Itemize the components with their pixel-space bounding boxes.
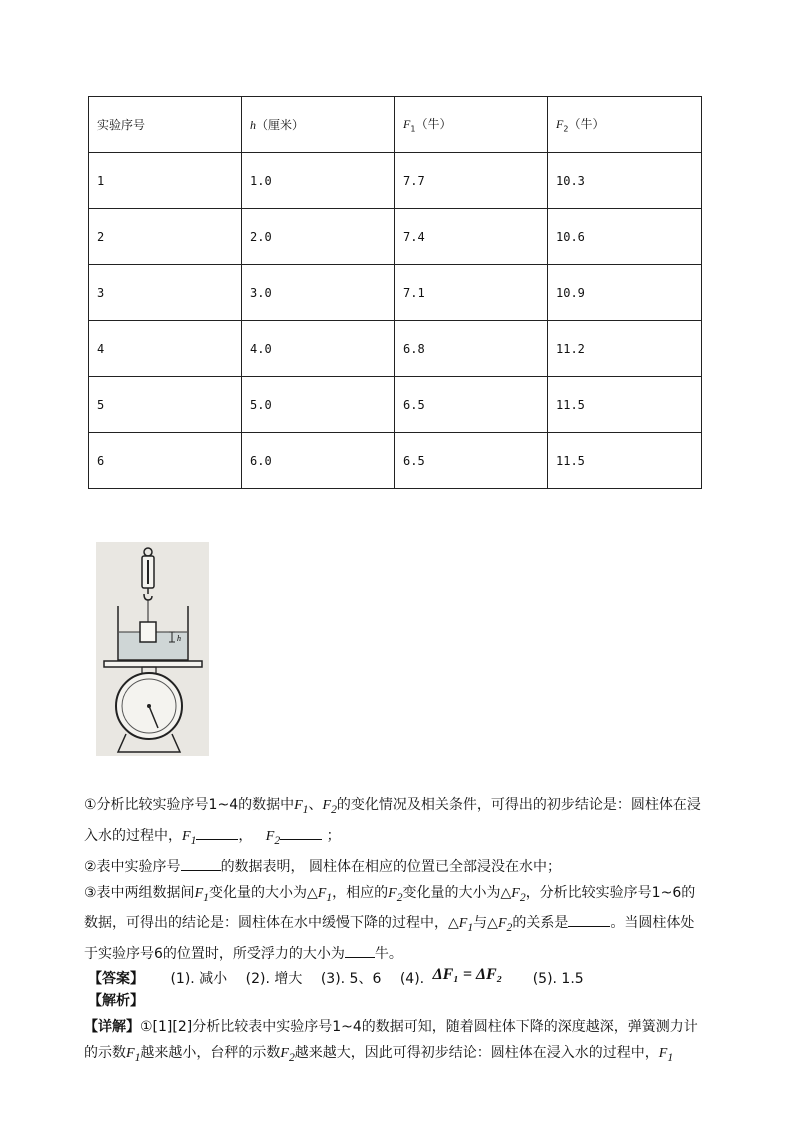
cell-f1: 6.8: [395, 321, 548, 377]
apparatus-figure: [96, 542, 209, 756]
header-f1: $F_1$（牛）: [395, 97, 548, 153]
data-table: [88, 96, 702, 489]
cell-f2: 10.3: [548, 153, 702, 209]
answer-5: (5). 1.5: [532, 971, 584, 987]
cell-f2: 10.9: [548, 265, 702, 321]
cell-h: 1.0: [242, 153, 395, 209]
cell-f1: 7.4: [395, 209, 548, 265]
apparatus-diagram: [96, 542, 209, 756]
cell-f1: 6.5: [395, 433, 548, 489]
cell-f2: 11.5: [548, 377, 702, 433]
answer-blank-1[interactable]: [196, 823, 238, 840]
answer-4: (4).: [399, 971, 425, 987]
header-h: h（厘米）: [242, 97, 395, 153]
scale-platform: [104, 661, 202, 667]
cell-f2: 11.2: [548, 321, 702, 377]
cell-h: 2.0: [242, 209, 395, 265]
answer-2: (2). 增大: [245, 971, 303, 987]
answer-3: (3). 5、6: [320, 971, 382, 987]
header-seq: 实验序号: [89, 97, 242, 153]
table-row: [89, 153, 702, 209]
analysis-detail: 【详解】①[1][2]分析比较表中实验序号1~4的数据可知，随着圆柱体下降的深度越深，弹簧测力计的示数$F_1$越来越小，台秤的示数$F_2$越来越大，因此可得初步结论：圆柱体在浸入水的过程中，$F_1$: [84, 1019, 698, 1064]
answer-blank-5[interactable]: [345, 941, 375, 958]
cell-f2: 10.6: [548, 209, 702, 265]
table-row: [89, 209, 702, 265]
cell-seq: 4: [89, 321, 242, 377]
question-1: ①分析比较实验序号1~4的数据中$F_1$、$F_2$的变化情况及相关条件，可得出的初步结论是：圆柱体在浸入水的过程中，$F_1$ ， $F_2$ ；: [84, 797, 701, 847]
cell-f2: 11.5: [548, 433, 702, 489]
answer-1: (1). 减小: [170, 971, 228, 987]
cell-h: 4.0: [242, 321, 395, 377]
cell-h: 6.0: [242, 433, 395, 489]
cell-seq: 6: [89, 433, 242, 489]
header-f2: $F_2$（牛）: [548, 97, 702, 153]
question-2: ②表中实验序号 的数据表明， 圆柱体在相应的位置已全部浸没在水中；: [84, 854, 704, 880]
table-row: [89, 321, 702, 377]
cell-f1: 6.5: [395, 377, 548, 433]
cell-h: 3.0: [242, 265, 395, 321]
cell-f1: 7.1: [395, 265, 548, 321]
answer-4-formula: ΔF₁ = ΔF₂: [432, 966, 503, 983]
cell-h: 5.0: [242, 377, 395, 433]
question-3: ③表中两组数据间$F_1$变化量的大小为$\triangle F_1$，相应的$F_2$变化量的大小为$\triangle F_2$，分析比较实验序号1~6的数据，可得出的结论是：圆柱体在水中缓慢下降的过程中，$\triangle F_1$与$\triangle F_2$的关系是 。当圆柱体处于实验序号6的位置时，所受浮力的大小为 牛。: [84, 884, 696, 963]
table-row: [89, 433, 702, 489]
analysis-tag: 【解析】: [88, 993, 144, 1009]
answer-line: [88, 962, 598, 992]
answer-tag: 【答案】: [88, 971, 144, 987]
cylinder: [140, 622, 156, 642]
balance-hook: [144, 588, 152, 600]
balance-ring: [144, 548, 152, 556]
cell-seq: 2: [89, 209, 242, 265]
dial-center: [147, 704, 151, 708]
answer-blank-2[interactable]: [280, 823, 322, 840]
answer-blank-4[interactable]: [568, 910, 610, 927]
question-block: [84, 792, 704, 967]
table-row: [89, 265, 702, 321]
cell-seq: 5: [89, 377, 242, 433]
cell-f1: 7.7: [395, 153, 548, 209]
table-header-row: [89, 97, 702, 153]
table-row: [89, 377, 702, 433]
cell-seq: 1: [89, 153, 242, 209]
answer-blank-3[interactable]: [181, 854, 221, 871]
h-label: h: [177, 634, 181, 643]
cell-seq: 3: [89, 265, 242, 321]
